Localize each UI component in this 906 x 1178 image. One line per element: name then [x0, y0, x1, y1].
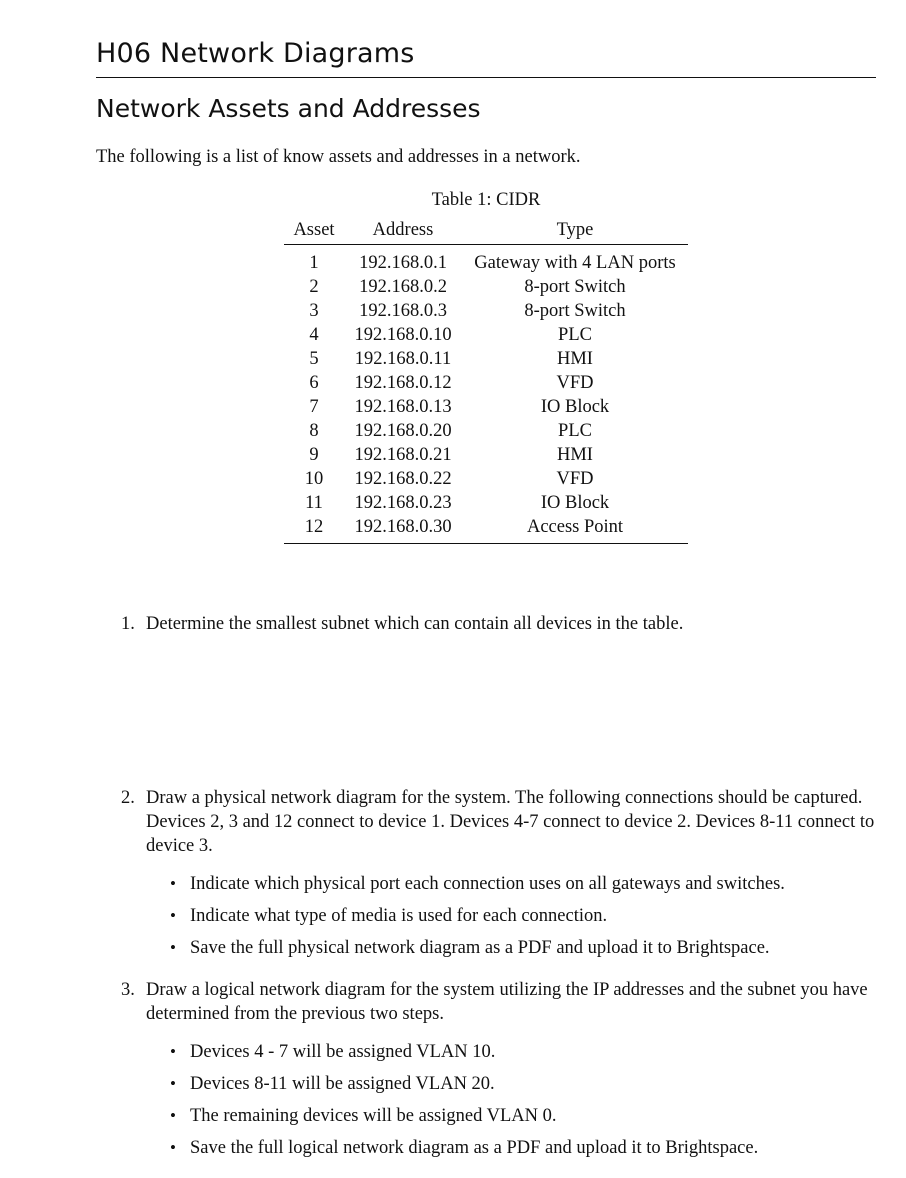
- instruction-item: [146, 1136, 878, 1160]
- cell-address: 192.168.0.12: [354, 372, 452, 393]
- cell-address: 192.168.0.13: [354, 396, 452, 417]
- cell-address: 192.168.0.30: [344, 515, 462, 544]
- instruction-item: [146, 1040, 878, 1064]
- cell-address: 192.168.0.2: [359, 276, 447, 297]
- table-row: [284, 395, 688, 419]
- cell-address: 192.168.0.22: [354, 468, 452, 489]
- cell-type: PLC: [558, 420, 592, 441]
- cell-address: 192.168.0.11: [354, 348, 452, 369]
- cell-type: HMI: [557, 348, 593, 369]
- instruction-list: [146, 872, 878, 960]
- cell-asset: 2: [309, 276, 319, 297]
- cell-asset: 6: [309, 372, 319, 393]
- question-item: [96, 612, 878, 636]
- cell-asset: 12: [284, 515, 344, 544]
- cell-asset: 9: [309, 444, 319, 465]
- cell-asset: 10: [304, 468, 324, 489]
- cell-address: 192.168.0.10: [354, 324, 452, 345]
- question-item: [96, 786, 878, 960]
- table-caption: Table 1: CIDR: [431, 190, 541, 210]
- cell-asset: 7: [309, 396, 319, 417]
- bullet-icon: •: [170, 1042, 176, 1061]
- instruction-item: [146, 936, 878, 960]
- question-text: Draw a physical network diagram for the system. The following connections should be captured. Devices 2, 3 and 12 connect to device 1. Devices 4-7 connect to device 2. Devices 8-11 connect to device 3.: [146, 788, 875, 856]
- table-body: [284, 245, 688, 544]
- instruction-list: [146, 1040, 878, 1160]
- instruction-text: Devices 4 - 7 will be assigned VLAN 10.: [190, 1042, 496, 1062]
- cell-address: 192.168.0.23: [354, 492, 452, 513]
- column-header-type: Type: [462, 217, 688, 245]
- intro-paragraph: The following is a list of know assets and addresses in a network.: [96, 147, 581, 167]
- chapter-title: H06 Network Diagrams: [96, 38, 415, 69]
- table-row: [284, 347, 688, 371]
- table-row: [284, 275, 688, 299]
- bullet-icon: •: [170, 938, 176, 957]
- cell-asset: 5: [309, 348, 319, 369]
- cell-asset: 8: [309, 420, 319, 441]
- question-item: [96, 978, 878, 1160]
- cell-asset: 1: [309, 252, 319, 273]
- cell-type: VFD: [556, 468, 594, 489]
- instruction-text: The remaining devices will be assigned VLAN 0.: [190, 1106, 557, 1126]
- cell-type: Gateway with 4 LAN ports: [474, 252, 676, 273]
- table-row: [284, 515, 688, 544]
- cell-type: 8-port Switch: [524, 276, 626, 297]
- instruction-text: Save the full logical network diagram as a PDF and upload it to Brightspace.: [190, 1138, 759, 1158]
- cell-type: IO Block: [540, 396, 610, 417]
- table-row: [284, 245, 688, 276]
- table-row: [284, 491, 688, 515]
- table-row: [284, 467, 688, 491]
- question-text: Draw a logical network diagram for the system utilizing the IP addresses and the subnet you have determined from the previous two steps.: [146, 980, 868, 1024]
- bullet-icon: •: [170, 1106, 176, 1125]
- instruction-item: [146, 1072, 878, 1096]
- instruction-text: Save the full physical network diagram as a PDF and upload it to Brightspace.: [190, 938, 770, 958]
- bullet-icon: •: [170, 874, 176, 893]
- cell-type: Access Point: [462, 515, 688, 544]
- question-number: 2.: [121, 788, 135, 808]
- bullet-icon: •: [170, 1074, 176, 1093]
- instruction-text: Indicate what type of media is used for each connection.: [190, 906, 608, 926]
- column-header-address: Address: [344, 217, 462, 245]
- cell-type: PLC: [558, 324, 592, 345]
- table-header-row: [284, 217, 688, 245]
- chapter-divider: [96, 77, 876, 78]
- bullet-icon: •: [170, 906, 176, 925]
- instruction-text: Indicate which physical port each connection uses on all gateways and switches.: [190, 874, 785, 894]
- cell-type: HMI: [557, 444, 593, 465]
- instruction-text: Devices 8-11 will be assigned VLAN 20.: [190, 1074, 495, 1094]
- cell-type: IO Block: [540, 492, 610, 513]
- cell-type: VFD: [556, 372, 594, 393]
- bullet-icon: •: [170, 1138, 176, 1157]
- column-header-asset: Asset: [284, 217, 344, 245]
- cell-asset: 3: [309, 300, 319, 321]
- cell-asset: 11: [305, 492, 323, 513]
- cell-address: 192.168.0.1: [359, 252, 447, 273]
- cell-address: 192.168.0.3: [359, 300, 447, 321]
- question-text: Determine the smallest subnet which can contain all devices in the table.: [146, 614, 684, 634]
- table-row: [284, 299, 688, 323]
- cell-address: 192.168.0.20: [354, 420, 452, 441]
- question-number: 1.: [121, 614, 135, 634]
- instruction-item: [146, 904, 878, 928]
- table-row: [284, 323, 688, 347]
- instruction-item: [146, 872, 878, 896]
- table-row: [284, 419, 688, 443]
- table-row: [284, 371, 688, 395]
- question-number: 3.: [121, 980, 135, 1000]
- cell-type: 8-port Switch: [524, 300, 626, 321]
- table-row: [284, 443, 688, 467]
- cell-asset: 4: [309, 324, 319, 345]
- cidr-table: [284, 217, 688, 544]
- cell-address: 192.168.0.21: [354, 444, 452, 465]
- instruction-item: [146, 1104, 878, 1128]
- question-list: [96, 612, 878, 1168]
- section-title: Network Assets and Addresses: [96, 94, 481, 123]
